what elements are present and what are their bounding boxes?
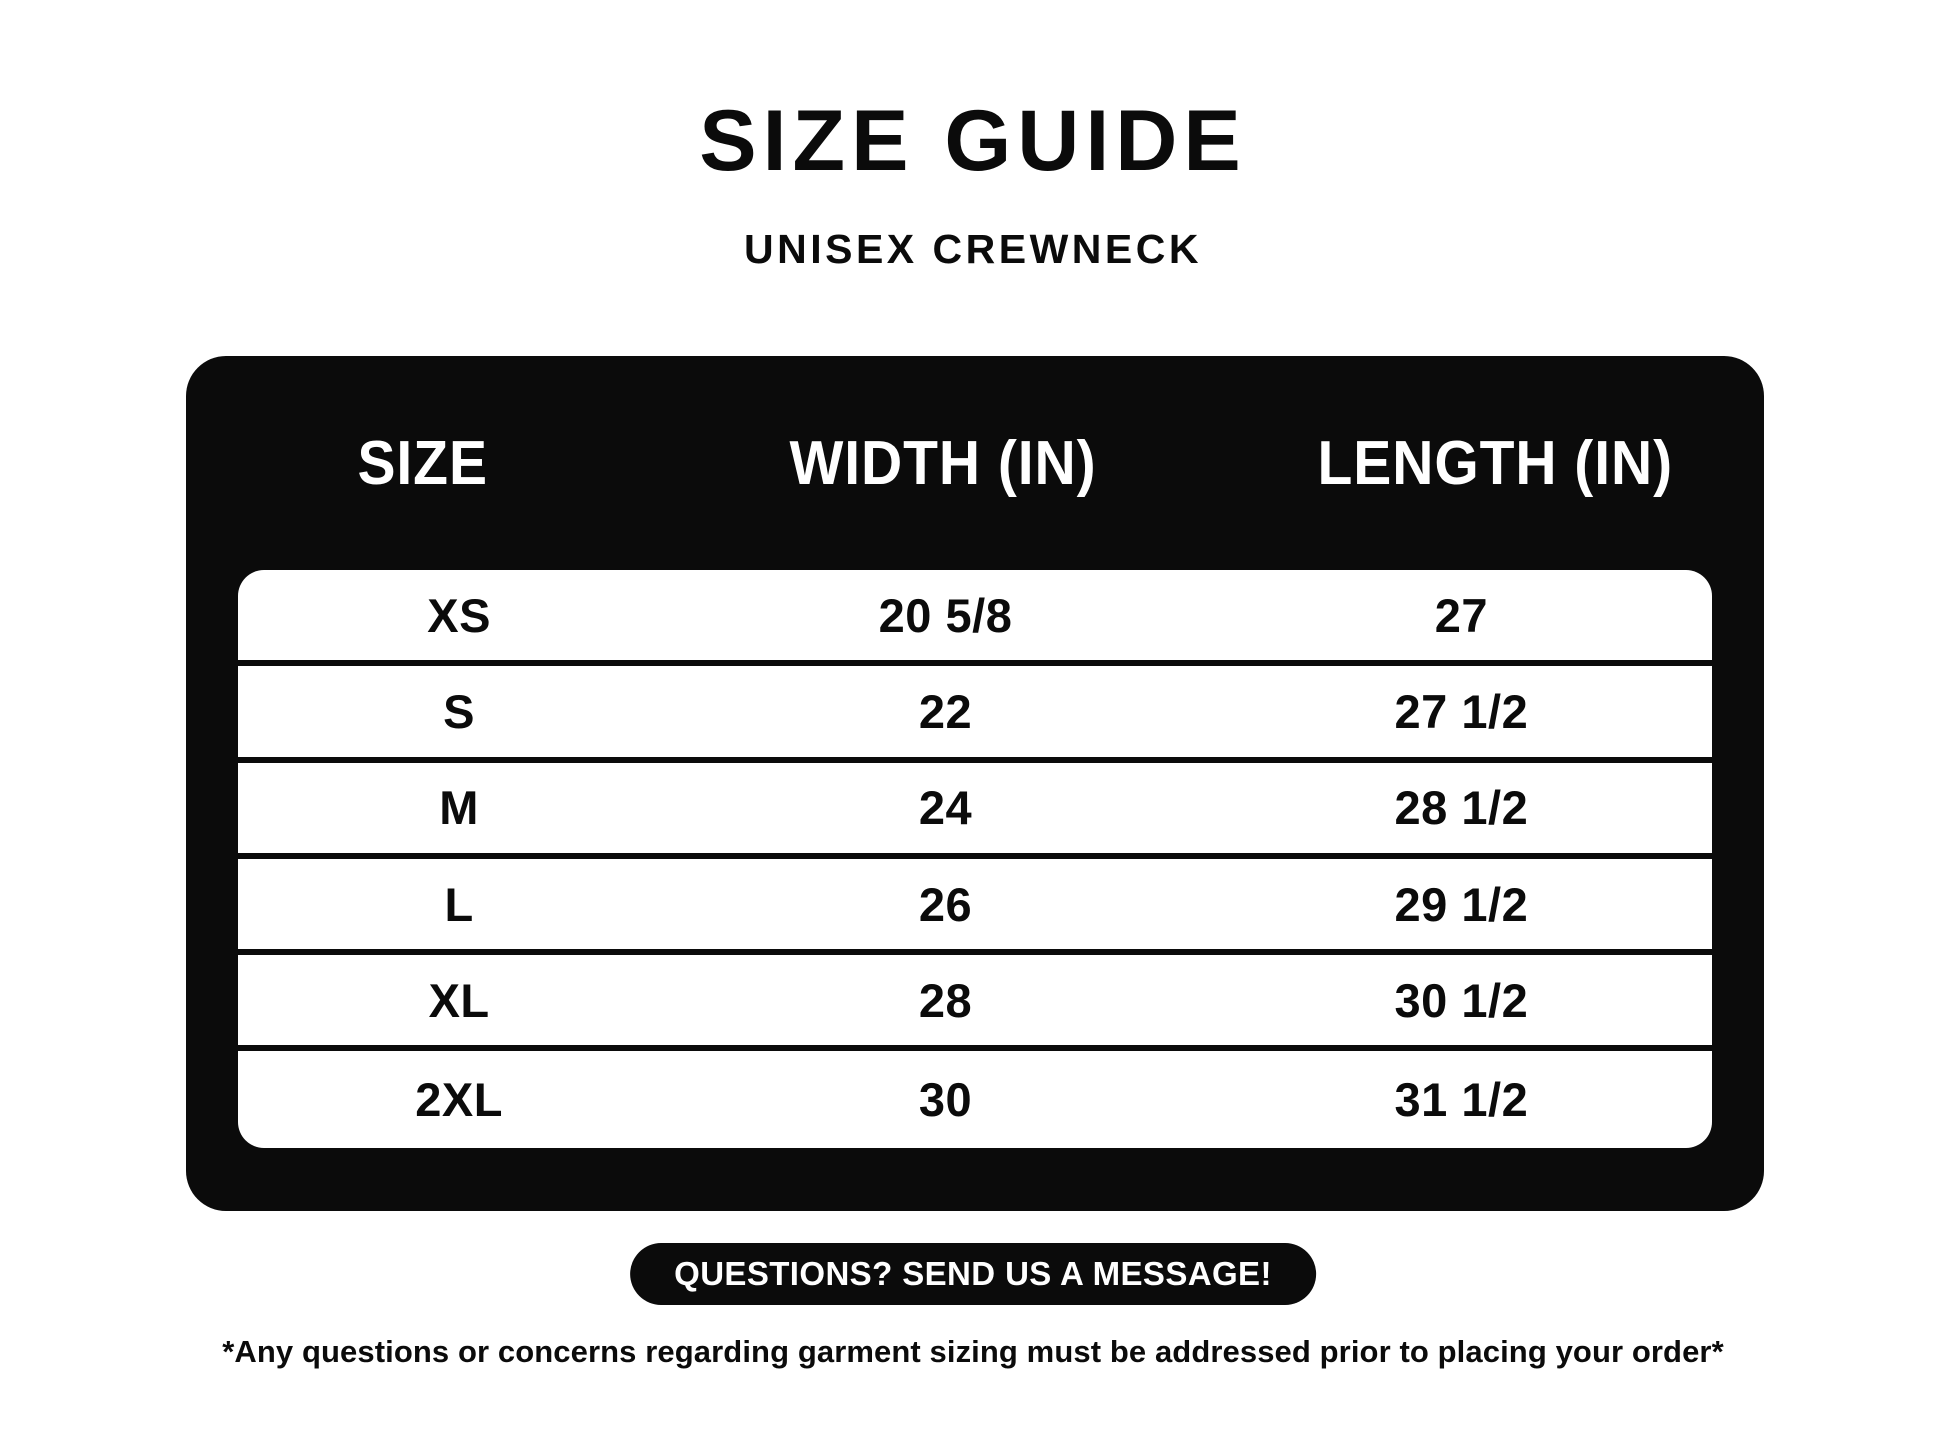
table-row [238, 666, 1712, 762]
cell-width: 28 [918, 973, 973, 1027]
page-subtitle: UNISEX CREWNECK [744, 226, 1202, 272]
table-row [238, 1051, 1712, 1147]
cell-length: 31 1/2 [1394, 1073, 1529, 1127]
table-row [238, 859, 1712, 955]
page-title: SIZE GUIDE [699, 93, 1247, 189]
table-row [238, 570, 1712, 666]
table-row [238, 763, 1712, 859]
cell-size: XS [427, 588, 491, 642]
cell-size: 2XL [415, 1073, 503, 1127]
column-header-length: LENGTH (IN) [1317, 428, 1674, 498]
cell-length: 27 [1434, 588, 1489, 642]
cell-size: XL [428, 973, 490, 1027]
cell-length: 29 1/2 [1394, 877, 1529, 931]
table-header-row [186, 356, 1764, 570]
cell-width: 26 [918, 877, 973, 931]
cell-length: 28 1/2 [1394, 781, 1529, 835]
cell-width: 24 [918, 781, 973, 835]
cell-size: L [444, 877, 474, 931]
cell-width: 22 [918, 684, 973, 738]
table-row [238, 955, 1712, 1051]
cell-width: 30 [918, 1073, 973, 1127]
sizing-disclaimer: *Any questions or concerns regarding garment sizing must be addressed prior to placing your order* [222, 1334, 1724, 1369]
cell-width: 20 5/8 [878, 588, 1013, 642]
cell-size: M [439, 781, 479, 835]
size-chart-card [186, 356, 1764, 1211]
size-table-body [238, 570, 1712, 1148]
cell-length: 30 1/2 [1394, 973, 1529, 1027]
column-header-size: SIZE [357, 428, 488, 498]
cell-size: S [443, 684, 476, 738]
column-header-width: WIDTH (IN) [789, 428, 1097, 498]
send-message-button[interactable]: QUESTIONS? SEND US A MESSAGE! [630, 1243, 1316, 1305]
cell-length: 27 1/2 [1394, 684, 1529, 738]
